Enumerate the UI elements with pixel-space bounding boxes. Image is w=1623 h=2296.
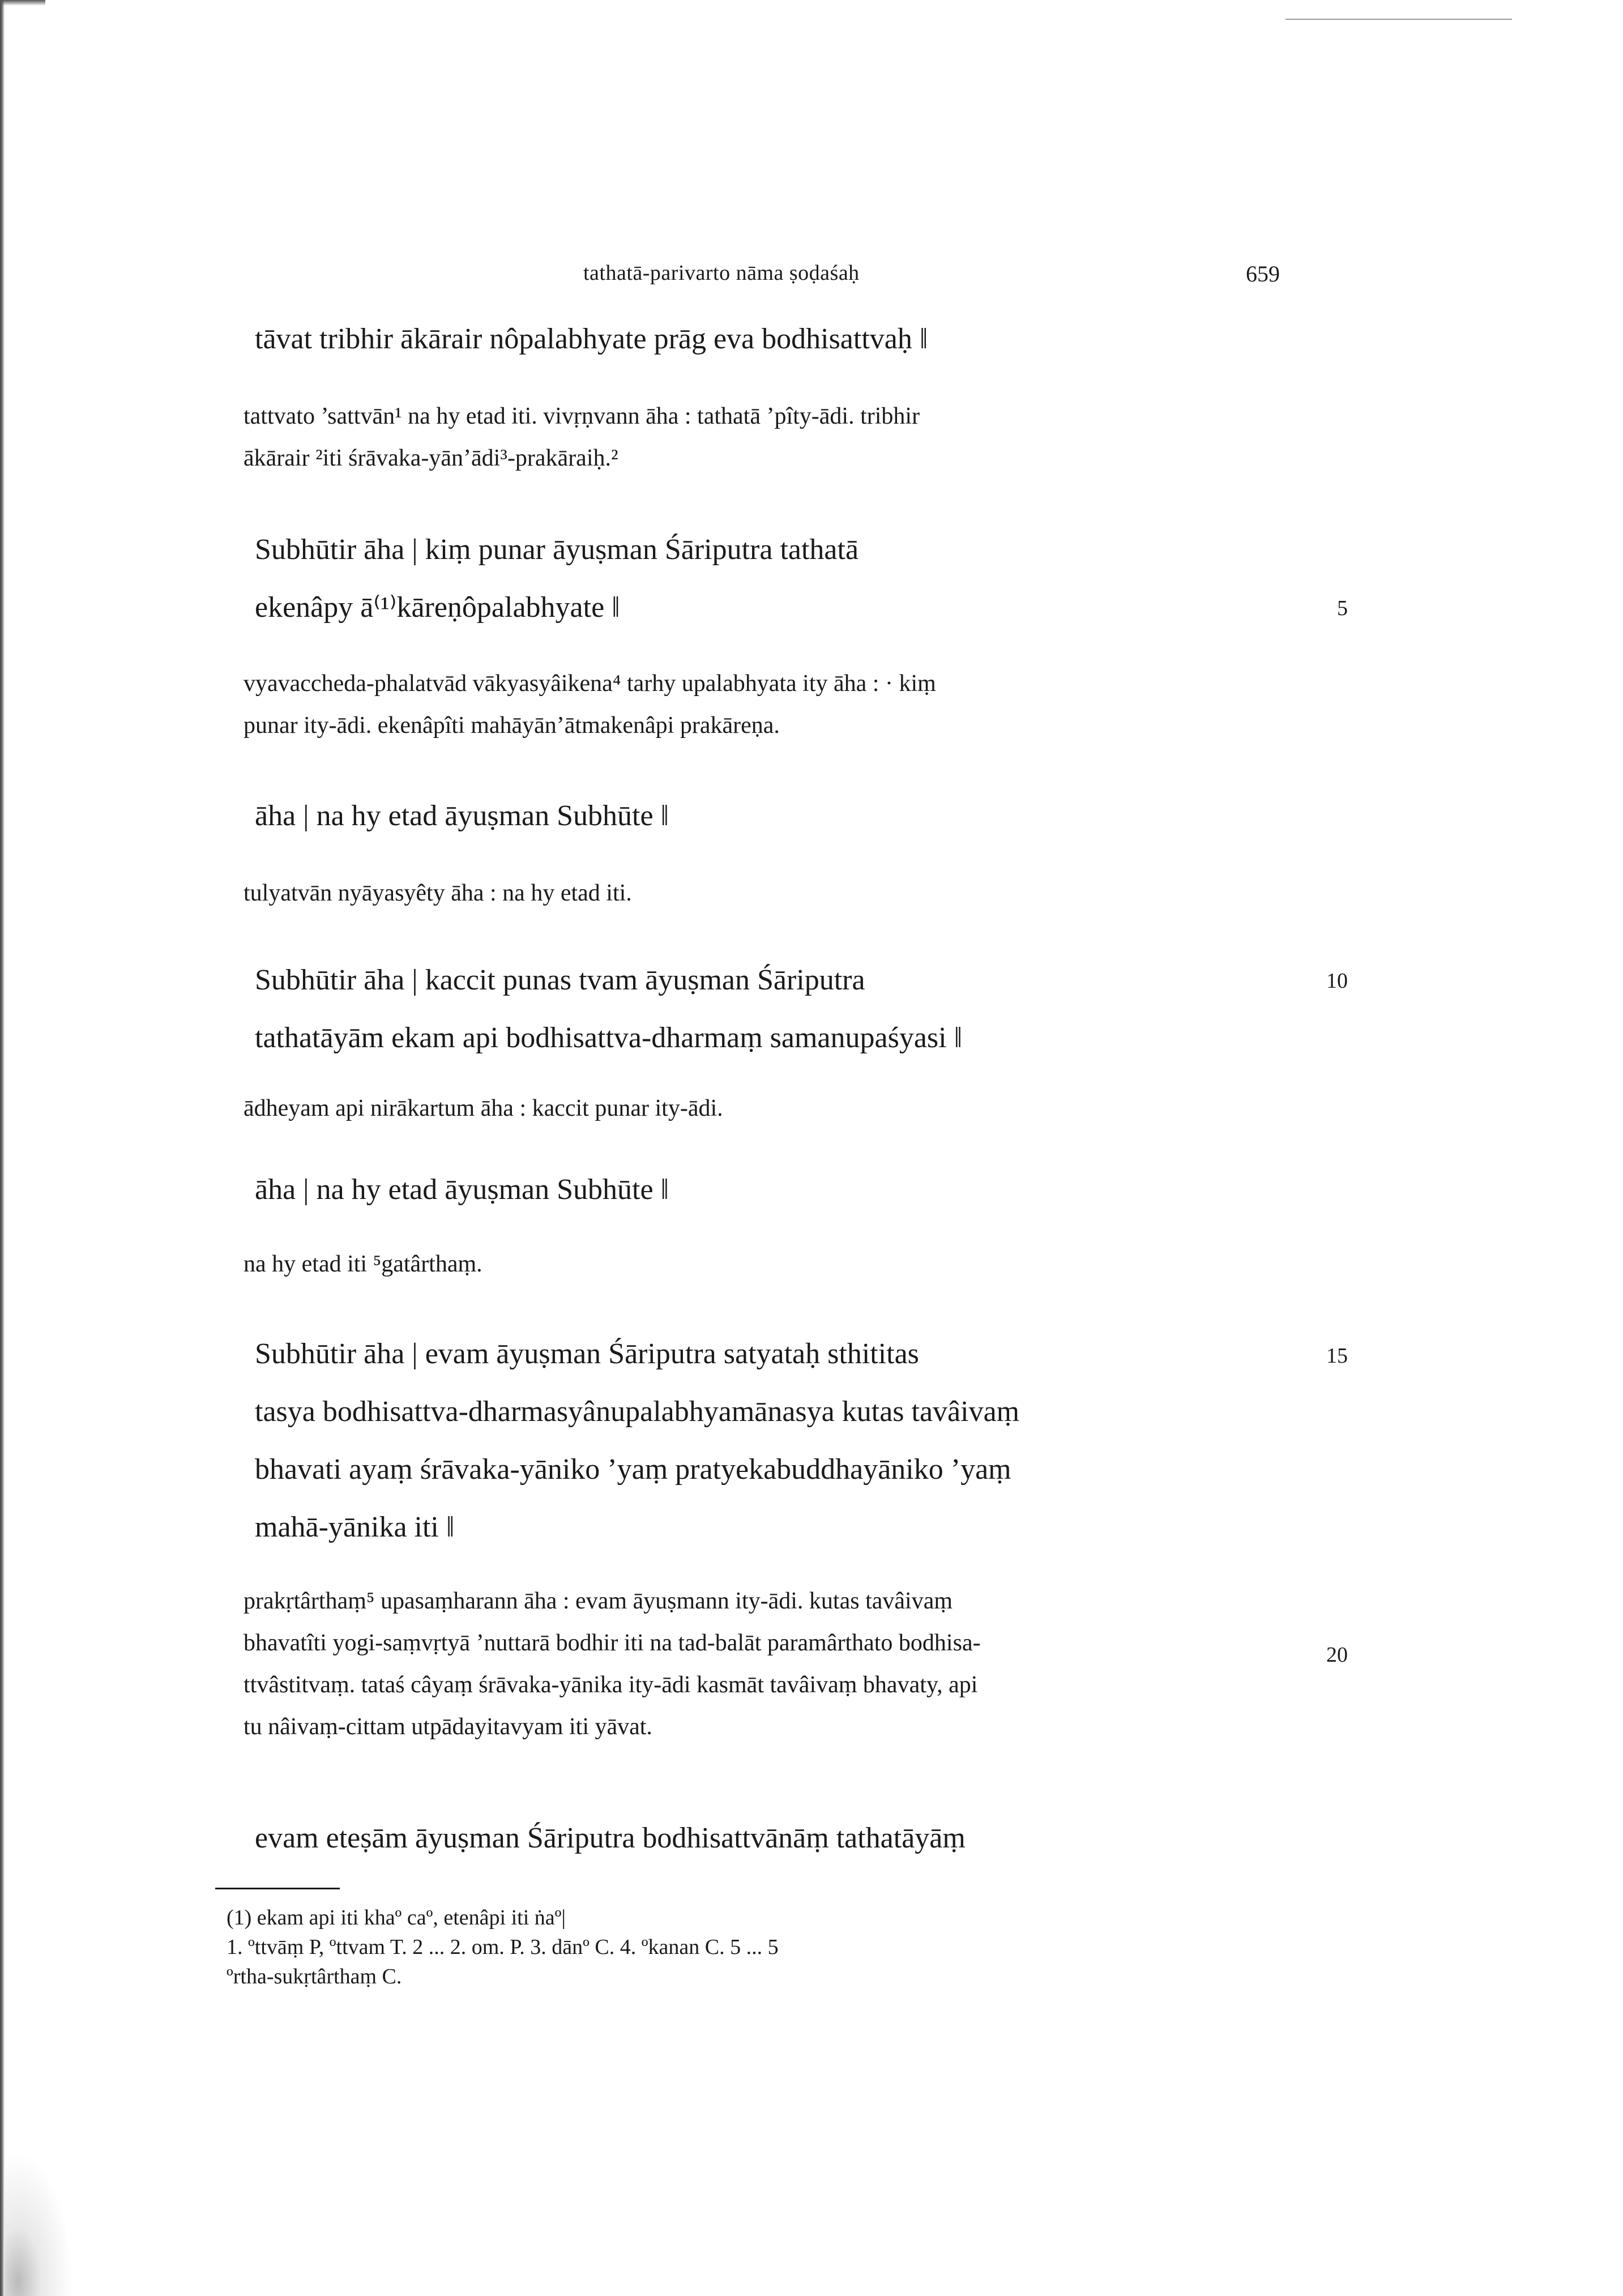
commentary-line: ttvâstitvaṃ. tataś câyaṃ śrāvaka-yānika ity-ādi kasmāt tavâivaṃ bhavaty, api [244,1672,978,1698]
commentary-block [244,1087,723,1129]
main-text-block [255,951,962,1067]
footnote-line: 1. ºttvāṃ P, ºttvam T. 2 ... 2. om. P. 3. dānº C. 4. ºkanan C. 5 ... 5 [227,1935,779,1959]
footnote-line: ºrtha-sukṛtârthaṃ C. [227,1965,402,1988]
scan-artifact-line [1285,19,1512,20]
main-text-line: tāvat tribhir ākārair nôpalabhyate prāg eva bodhisattvaḥ ‖ [255,323,928,355]
main-text-block [255,1810,966,1867]
main-text-block [255,787,669,845]
commentary-block [244,872,632,914]
commentary-line: ākārair ²iti śrāvaka-yān’ādi³-prakāraiḥ.² [244,445,618,471]
running-header: tathatā-parivarto nāma ṣoḍaśaḥ [583,261,860,285]
commentary-line: vyavaccheda-phalatvād vākyasyâikena⁴ tarhy upalabhyata ity āha : · kiṃ [244,671,936,697]
commentary-line: prakṛtârthaṃ⁵ upasaṃharann āha : evam āyuṣmann ity-ādi. kutas tavâivaṃ [244,1588,953,1614]
main-text-line: tathatāyām ekam api bodhisattva-dharmaṃ samanupaśyasi ‖ [255,1022,963,1054]
main-text-line: āha | na hy etad āyuṣman Subhūte ‖ [255,1173,669,1206]
footnote-rule [215,1888,340,1889]
commentary-line: tulyatvān nyāyasyêty āha : na hy etad iti. [244,880,632,906]
commentary-block [244,395,920,479]
main-text-line: tasya bodhisattva-dharmasyânupalabhyamānasya kutas tavâivaṃ [255,1395,1020,1428]
scan-edge-left [0,0,5,2296]
main-text-block [255,1161,669,1219]
main-text-block [255,310,928,368]
footnote-line: (1) ekam api iti khaº caº, etenâpi iti ṅaº| [227,1906,566,1930]
commentary-line: tu nâivaṃ-cittam utpādayitavyam iti yāvat. [244,1714,652,1740]
commentary-block [244,1580,981,1748]
scan-edge-top [0,0,45,6]
main-text-line: āha | na hy etad āyuṣman Subhūte ‖ [255,800,669,832]
commentary-line: bhavatîti yogi-saṃvṛtyā ’nuttarā bodhir iti na tad-balāt paramârthato bodhisa- [244,1630,981,1656]
commentary-block [244,1243,482,1285]
main-text-line: bhavati ayaṃ śrāvaka-yāniko ’yaṃ pratyekabuddhayāniko ’yaṃ [255,1453,1011,1486]
footnotes [227,1903,779,1991]
main-text-line: evam eteṣām āyuṣman Śāriputra bodhisattvānāṃ tathatāyāṃ [255,1822,966,1854]
main-text-line: Subhūtir āha | kaccit punas tvam āyuṣman Śāriputra [255,964,865,996]
scan-artifact-corner [5,2152,72,2296]
commentary-line: tattvato ’sattvān¹ na hy etad iti. vivṛṇvann āha : tathatā ’pîty-ādi. tribhir [244,403,920,429]
main-text-block [255,1325,1019,1556]
main-text-line: Subhūtir āha | kiṃ punar āyuṣman Śāriputra tathatā [255,534,859,566]
page-number: 659 [1246,261,1280,287]
commentary-line: ādheyam api nirākartum āha : kaccit punar ity-ādi. [244,1095,723,1121]
main-text-line: Subhūtir āha | evam āyuṣman Śāriputra satyataḥ sthititas [255,1338,919,1370]
commentary-block [244,663,936,746]
main-text-line: mahā-yānika iti ‖ [255,1511,455,1543]
main-text-block [255,521,859,637]
line-number: 15 [1326,1344,1348,1368]
line-number: 5 [1337,596,1348,620]
line-number: 20 [1326,1643,1348,1667]
commentary-line: na hy etad iti ⁵gatârthaṃ. [244,1251,482,1277]
line-number: 10 [1326,969,1348,993]
commentary-line: punar ity-ādi. ekenâpîti mahāyān’ātmakenâpi prakāreṇa. [244,712,780,739]
main-text-line: ekenâpy ā⁽¹⁾kāreṇôpalabhyate ‖ [255,591,620,624]
